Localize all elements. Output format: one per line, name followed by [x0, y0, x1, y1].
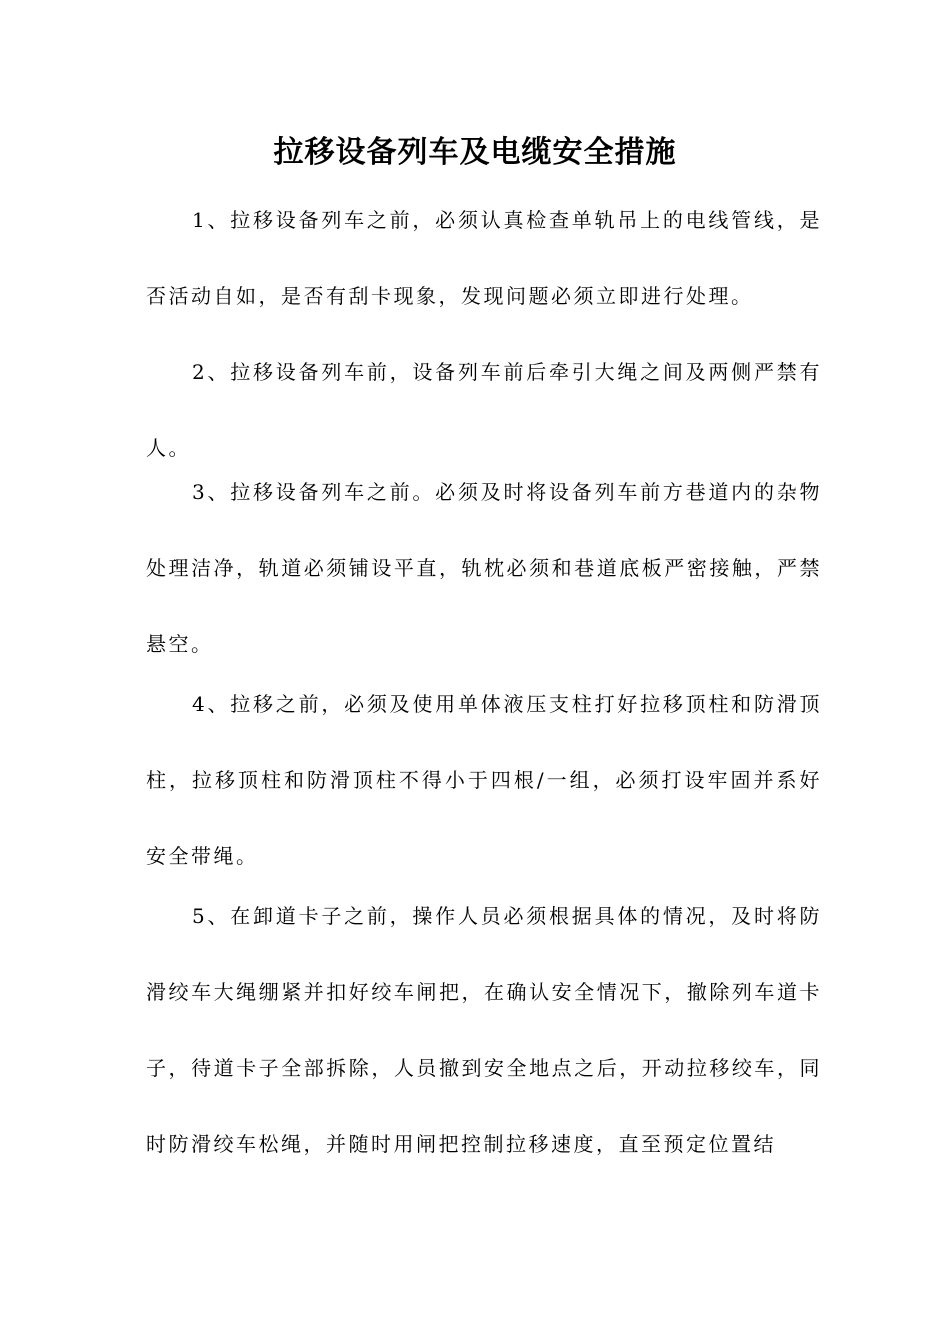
document-title: 拉移设备列车及电缆安全措施 — [273, 135, 677, 170]
paragraph-4: 4、拉移之前，必须及使用单体液压支柱打好拉移顶柱和防滑顶柱，拉移顶柱和防滑顶柱不得小于四根/一组，必须打设牢固并系好安全带绳。 — [146, 692, 822, 868]
paragraph-2: 2、拉移设备列车前，设备列车前后牵引大绳之间及两侧严禁有人。 — [146, 360, 822, 460]
paragraph-1: 1、拉移设备列车之前，必须认真检查单轨吊上的电线管线，是否活动自如，是否有刮卡现象，发现问题必须立即进行处理。 — [146, 208, 822, 308]
paragraph-3: 3、拉移设备列车之前。必须及时将设备列车前方巷道内的杂物处理洁净，轨道必须铺设平直，轨枕必须和巷道底板严密接触，严禁悬空。 — [146, 480, 822, 656]
paragraph-5: 5、在卸道卡子之前，操作人员必须根据具体的情况，及时将防滑绞车大绳绷紧并扣好绞车闸把，在确认安全情况下，撤除列车道卡子，待道卡子全部拆除，人员撤到安全地点之后，开动拉移绞车，同时防滑绞车松绳，并随时用闸把控制拉移速度，直至预定位置结 — [146, 904, 822, 1156]
